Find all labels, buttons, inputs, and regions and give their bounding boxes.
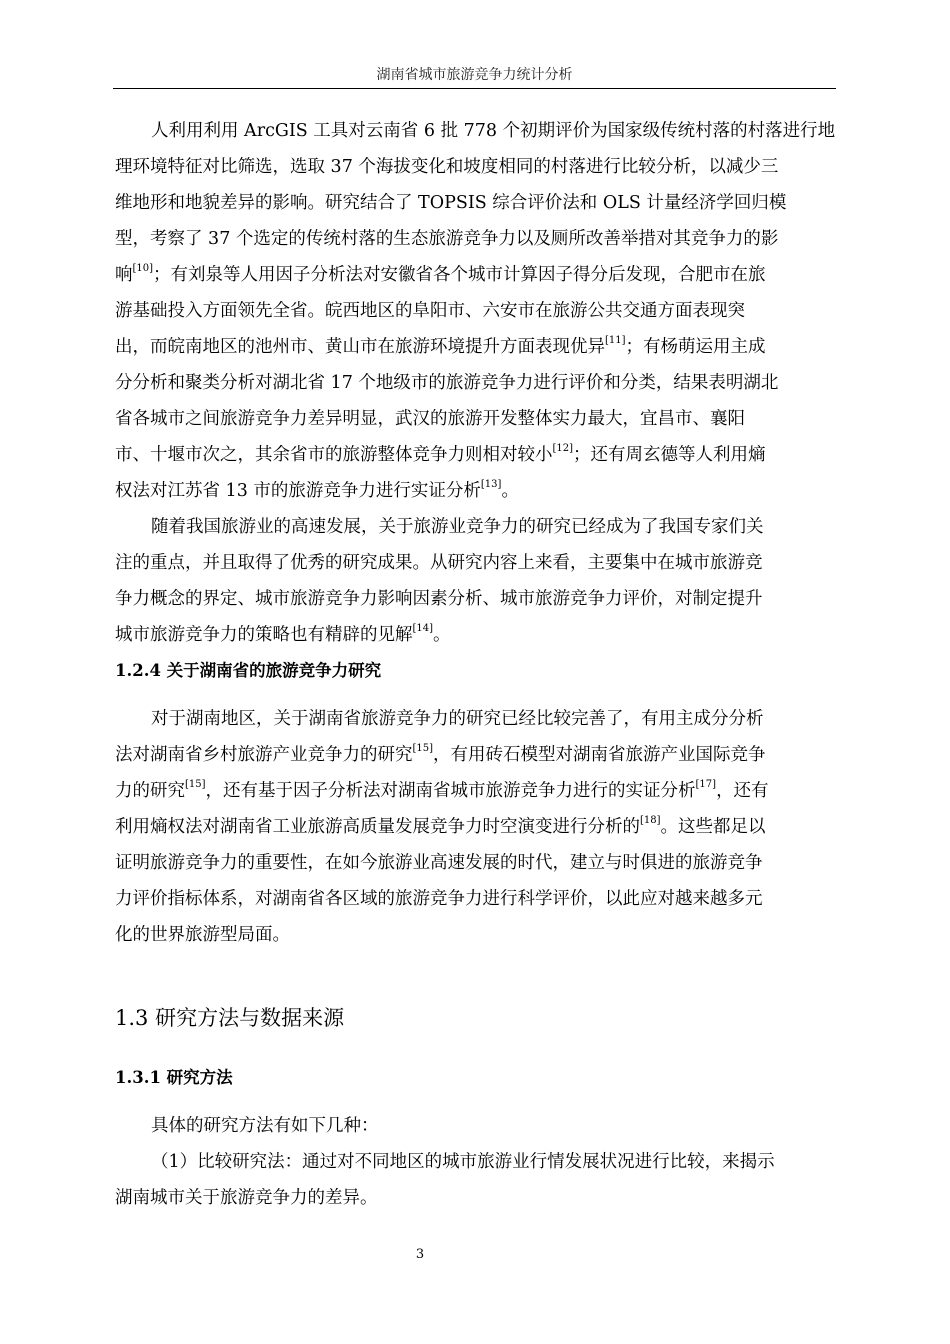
text-segment: 力的研究 (115, 781, 185, 801)
section-heading-1-2-4: 1.2.4 关于湖南省的旅游竞争力研究 (115, 661, 382, 680)
citation-ref: [15] (185, 779, 206, 790)
text-line (115, 113, 836, 149)
text-segment: 人利用利用 ArcGIS 工具对云南省 6 批 778 个初期评价为国家级传统村落的村落进行地 (151, 121, 836, 141)
text-line (115, 617, 827, 653)
text-segment: 争力概念的界定、城市旅游竞争力影响因素分析、城市旅游竞争力评价，对制定提升 (115, 589, 763, 609)
text-segment: （1）比较研究法：通过对不同地区的城市旅游业行情发展状况进行比较，来揭示 (151, 1152, 775, 1172)
text-segment: ，有用砖石模型对湖南省旅游产业国际竞争 (433, 745, 766, 765)
running-header: 湖南省城市旅游竞争力统计分析 (376, 67, 573, 83)
text-segment: 对于湖南地区，关于湖南省旅游竞争力的研究已经比较完善了，有用主成分分析 (151, 709, 764, 729)
citation-ref: [18] (640, 815, 661, 826)
section-heading-1-3-1: 1.3.1 研究方法 (115, 1068, 233, 1087)
text-line (115, 845, 827, 881)
text-line (115, 509, 827, 545)
text-segment: 理环境特征对比筛选，选取 37 个海拔变化和坡度相同的村落进行比较分析，以减少三 (115, 157, 779, 177)
text-line (115, 329, 827, 365)
text-line (115, 1144, 827, 1180)
text-line (115, 437, 827, 473)
citation-ref: [14] (412, 623, 434, 634)
text-line (115, 293, 827, 329)
section-heading-1-3: 1.3 研究方法与数据来源 (115, 1006, 345, 1030)
text-segment: 游基础投入方面领先全省。皖西地区的阜阳市、六安市在旅游公共交通方面表现突 (115, 301, 745, 321)
text-line (115, 881, 827, 917)
text-segment: 维地形和地貌差异的影响。研究结合了 TOPSIS 综合评价法和 OLS 计量经济学回归模 (115, 193, 787, 213)
text-segment: ；有杨萌运用主成 (625, 337, 766, 357)
text-line (115, 365, 827, 401)
text-line (115, 257, 827, 293)
text-segment: 法对湖南省乡村旅游产业竞争力的研究 (115, 745, 413, 765)
text-line (115, 1180, 827, 1216)
text-line (115, 1108, 827, 1144)
citation-ref: [15] (412, 743, 434, 754)
text-segment: 湖南城市关于旅游竞争力的差异。 (115, 1188, 378, 1208)
header-divider (113, 88, 836, 89)
text-segment: 利用熵权法对湖南省工业旅游高质量发展竞争力时空演变进行分析的 (115, 817, 640, 837)
text-line (115, 773, 827, 809)
paragraph (115, 509, 827, 653)
text-segment: 型，考察了 37 个选定的传统村落的生态旅游竞争力以及厕所改善举措对其竞争力的影 (115, 229, 779, 249)
paragraph (115, 1144, 827, 1216)
text-segment: 化的世界旅游型局面。 (115, 925, 290, 945)
text-segment: ；还有周玄德等人利用熵 (573, 445, 766, 465)
text-segment: 证明旅游竞争力的重要性，在如今旅游业高速发展的时代，建立与时俱进的旅游竞争 (115, 853, 763, 873)
text-line (115, 401, 827, 437)
text-segment: 权法对江苏省 13 市的旅游竞争力进行实证分析 (115, 481, 481, 501)
page-number: 3 (415, 1247, 425, 1262)
citation-ref: [11] (605, 335, 626, 346)
document-body (115, 113, 836, 1216)
text-segment: 响 (115, 265, 133, 285)
text-line (115, 185, 827, 221)
text-line (115, 809, 827, 845)
text-line (115, 149, 827, 185)
text-segment: 省各城市之间旅游竞争力差异明显，武汉的旅游开发整体实力最大，宜昌市、襄阳 (115, 409, 745, 429)
text-line (115, 473, 827, 509)
text-segment: 。这些都足以 (660, 817, 766, 837)
text-line (115, 701, 827, 737)
text-segment: 具体的研究方法有如下几种： (151, 1116, 379, 1136)
paragraph (115, 113, 836, 509)
text-line (115, 581, 827, 617)
citation-ref: [12] (552, 443, 574, 454)
text-segment: 随着我国旅游业的高速发展，关于旅游业竞争力的研究已经成为了我国专家们关 (151, 517, 764, 537)
text-segment: 力评价指标体系，对湖南省各区域的旅游竞争力进行科学评价，以此应对越来越多元 (115, 889, 763, 909)
text-segment: ，还有基于因子分析法对湖南省城市旅游竞争力进行的实证分析 (205, 781, 696, 801)
citation-ref: [10] (132, 263, 154, 274)
text-segment: 出，而皖南地区的池州市、黄山市在旅游环境提升方面表现优异 (115, 337, 605, 357)
text-line (115, 221, 827, 257)
text-line (115, 545, 827, 581)
text-segment: 市、十堰市次之，其余省市的旅游整体竞争力则相对较小 (115, 445, 553, 465)
text-segment: ，还有 (716, 781, 769, 801)
text-segment: ；有刘泉等人用因子分析法对安徽省各个城市计算因子得分后发现，合肥市在旅 (153, 265, 766, 285)
paragraph (115, 701, 827, 953)
text-segment: 。 (501, 481, 519, 501)
text-segment: 注的重点，并且取得了优秀的研究成果。从研究内容上来看，主要集中在城市旅游竞 (115, 553, 763, 573)
text-segment: 城市旅游竞争力的策略也有精辟的见解 (115, 625, 413, 645)
text-line (115, 737, 827, 773)
text-line (115, 917, 827, 953)
paragraph (115, 1108, 827, 1144)
text-segment: 分分析和聚类分析对湖北省 17 个地级市的旅游竞争力进行评价和分类，结果表明湖北 (115, 373, 779, 393)
citation-ref: [13] (480, 479, 502, 490)
citation-ref: [17] (695, 779, 717, 790)
text-segment: 。 (433, 625, 451, 645)
